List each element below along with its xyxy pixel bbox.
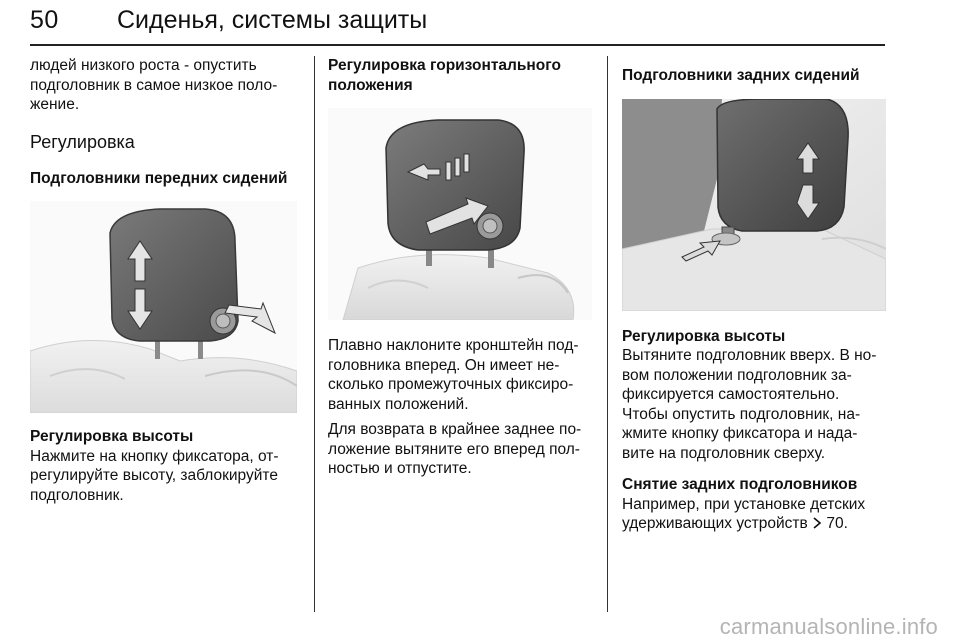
removal-line: Например, при установке детских <box>622 495 866 513</box>
intro-line: людей низкого роста - опустить <box>30 57 257 74</box>
return-line: ложение вытяните его вперед пол- <box>328 440 580 458</box>
return-line: Для возврата в крайнее заднее по- <box>328 421 582 438</box>
column-1 <box>30 56 300 505</box>
horizontal-headrest-illustration <box>328 108 592 320</box>
header-rule <box>30 44 885 46</box>
removal-line: удерживающих устройств <box>622 515 808 532</box>
height-adjust-title: Регулировка высоты <box>30 428 194 445</box>
horizontal-adjust-title <box>328 56 593 95</box>
rear-height-line: вом положении подголовник за- <box>622 366 852 384</box>
arrow-reference-icon <box>812 516 822 530</box>
height-line: подголовник. <box>30 486 124 504</box>
height-adjust-paragraph <box>30 447 300 506</box>
intro-line: подголовник в самое низкое поло- <box>30 76 278 94</box>
rear-height-line: фиксируется самостоятельно. <box>622 386 840 403</box>
rear-headrest-illustration <box>622 99 886 311</box>
column-divider-1 <box>314 56 315 612</box>
column-2 <box>328 56 593 479</box>
title-line: положения <box>328 76 413 94</box>
section-title: Регулировка <box>30 131 135 152</box>
page-number: 50 <box>30 6 59 34</box>
height-line: регулируйте высоту, заблокируйте <box>30 467 278 484</box>
rear-height-paragraph <box>622 346 888 463</box>
rear-headrests-title: Подголовники задних сидений <box>622 67 860 84</box>
column-divider-2 <box>607 56 608 612</box>
front-headrest-illustration <box>30 201 297 413</box>
rear-height-line: Вытяните подголовник вверх. В но- <box>622 347 877 364</box>
return-line: ностью и отпустите. <box>328 460 472 477</box>
tilt-line: головника вперед. Он имеет не- <box>328 356 560 374</box>
rear-height-line: вите на подголовник сверху. <box>622 444 826 462</box>
title-line: Регулировка горизонтального <box>328 57 561 74</box>
column-3 <box>622 56 888 534</box>
tilt-line: сколько промежуточных фиксиро- <box>328 376 574 393</box>
rear-height-line: жмите кнопку фиксатора и нада- <box>622 425 858 442</box>
tilt-line: Плавно наклоните кронштейн под- <box>328 337 579 354</box>
page-title: Сиденья, системы защиты <box>117 6 428 34</box>
height-line: Нажмите на кнопку фиксатора, от- <box>30 447 279 465</box>
front-headrests-title: Подголовники передних сидений <box>30 169 288 187</box>
page-reference-link[interactable]: 70. <box>826 515 848 532</box>
rear-removal-title: Снятие задних подголовников <box>622 476 858 493</box>
tilt-line: ванных положений. <box>328 395 469 413</box>
intro-paragraph <box>30 56 300 115</box>
rear-removal-paragraph <box>622 495 888 534</box>
return-paragraph <box>328 420 593 479</box>
tilt-paragraph <box>328 336 593 414</box>
rear-height-adjust-title: Регулировка высоты <box>622 327 786 345</box>
footer-watermark: carmanualsonline.info <box>719 614 938 639</box>
intro-line: жение. <box>30 96 80 113</box>
rear-height-line: Чтобы опустить подголовник, на- <box>622 405 861 423</box>
